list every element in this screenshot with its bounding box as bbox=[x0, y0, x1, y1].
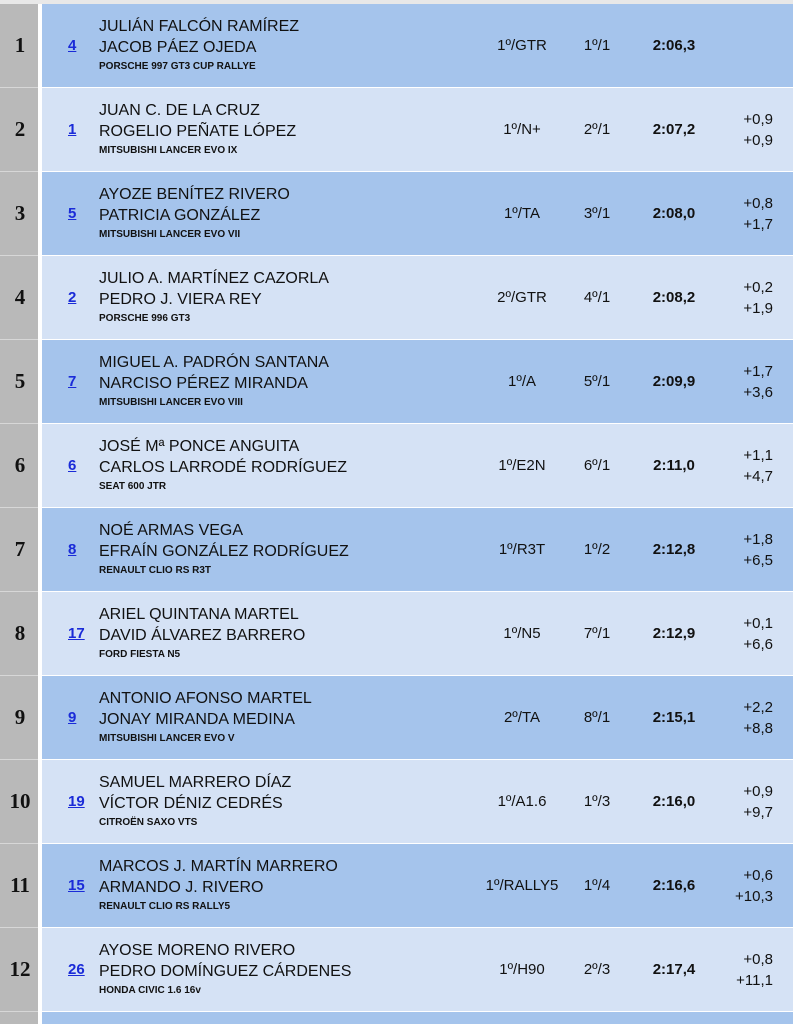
position-number: 6 bbox=[14, 453, 26, 477]
result-cell bbox=[42, 88, 793, 172]
crew-block bbox=[99, 520, 349, 577]
stage-time: 2:09,9 bbox=[652, 373, 696, 390]
driver-name: AYOZE BENÍTEZ RIVERO bbox=[99, 186, 290, 203]
crew-block bbox=[99, 436, 347, 493]
time-differences bbox=[736, 928, 773, 1011]
diff-previous: +0,9 bbox=[743, 110, 773, 128]
position-cell bbox=[0, 508, 38, 592]
codriver-name: PEDRO J. VIERA REY bbox=[99, 291, 262, 308]
diff-leader: +4,7 bbox=[743, 467, 773, 485]
result-cell bbox=[42, 256, 793, 340]
class-position: 1º/TA bbox=[503, 205, 541, 222]
diff-previous: +0,1 bbox=[743, 614, 773, 632]
position-cell bbox=[0, 172, 38, 256]
diff-leader: +6,6 bbox=[743, 635, 773, 653]
codriver-name: ARMANDO J. RIVERO bbox=[99, 879, 264, 896]
time-differences bbox=[743, 592, 773, 675]
car-model: PORSCHE 996 GT3 bbox=[99, 313, 191, 324]
car-model: FORD FIESTA N5 bbox=[99, 649, 181, 660]
group-position: 5º/1 bbox=[583, 373, 611, 390]
diff-previous: +0,6 bbox=[743, 866, 773, 884]
position-cell bbox=[0, 4, 38, 88]
diff-leader: +3,6 bbox=[743, 383, 773, 401]
diff-previous: +1,1 bbox=[743, 446, 773, 464]
dorsal-link[interactable]: 6 bbox=[68, 457, 77, 474]
dorsal-link[interactable]: 7 bbox=[68, 373, 77, 390]
group-position: 3º/1 bbox=[583, 205, 611, 222]
class-position: 1º/H90 bbox=[499, 961, 545, 978]
diff-leader: +8,8 bbox=[743, 719, 773, 737]
group-position: 2º/1 bbox=[583, 121, 611, 138]
result-cell bbox=[42, 508, 793, 592]
time-differences bbox=[743, 424, 773, 507]
codriver-name: VÍCTOR DÉNIZ CEDRÉS bbox=[99, 795, 283, 812]
diff-previous: +0,2 bbox=[743, 278, 773, 296]
class-position: 1º/A bbox=[508, 373, 536, 390]
result-cell bbox=[42, 1012, 793, 1024]
position-number: 4 bbox=[14, 285, 26, 309]
dorsal-link[interactable]: 5 bbox=[68, 205, 77, 222]
codriver-name: JACOB PÁEZ OJEDA bbox=[99, 39, 257, 56]
position-cell bbox=[0, 928, 38, 1012]
driver-name: SAMUEL MARRERO DÍAZ bbox=[99, 774, 292, 791]
result-cell bbox=[42, 172, 793, 256]
position-cell bbox=[0, 88, 38, 172]
driver-name: JUAN C. DE LA CRUZ bbox=[99, 102, 260, 119]
result-cell bbox=[42, 844, 793, 928]
group-position: 1º/1 bbox=[583, 37, 611, 54]
diff-previous: +1,8 bbox=[743, 530, 773, 548]
position-cell bbox=[0, 760, 38, 844]
time-differences bbox=[743, 760, 773, 843]
class-position: 2º/TA bbox=[503, 709, 541, 726]
driver-name: ANTONIO AFONSO MARTEL bbox=[99, 690, 312, 707]
driver-name: JULIÁN FALCÓN RAMÍREZ bbox=[99, 18, 300, 35]
dorsal-link[interactable]: 26 bbox=[68, 961, 85, 978]
crew-block bbox=[99, 100, 296, 157]
stage-time: 2:11,0 bbox=[653, 457, 695, 474]
class-position: 1º/E2N bbox=[498, 457, 546, 474]
result-row bbox=[0, 844, 793, 928]
dorsal-link[interactable]: 9 bbox=[68, 709, 77, 726]
diff-leader: +9,7 bbox=[743, 803, 773, 821]
position-cell bbox=[0, 592, 38, 676]
class-position: 1º/N5 bbox=[503, 625, 541, 642]
group-position: 7º/1 bbox=[583, 625, 611, 642]
codriver-name: CARLOS LARRODÉ RODRÍGUEZ bbox=[99, 459, 348, 476]
car-model: RENAULT CLIO RS RALLY5 bbox=[99, 901, 231, 912]
codriver-name: PEDRO DOMÍNGUEZ CÁRDENES bbox=[99, 963, 352, 980]
result-row bbox=[0, 592, 793, 676]
position-number: 5 bbox=[14, 369, 26, 393]
position-cell bbox=[0, 424, 38, 508]
position-number: 11 bbox=[10, 873, 30, 897]
car-model: PORSCHE 997 GT3 CUP RALLYE bbox=[99, 61, 256, 72]
position-number: 1 bbox=[14, 33, 26, 57]
result-row bbox=[0, 760, 793, 844]
car-model: CITROËN SAXO VTS bbox=[99, 817, 198, 828]
result-cell bbox=[42, 424, 793, 508]
position-cell bbox=[0, 340, 38, 424]
time-differences bbox=[743, 88, 773, 171]
result-cell bbox=[42, 340, 793, 424]
car-model: RENAULT CLIO RS R3T bbox=[99, 565, 212, 576]
crew-block bbox=[99, 856, 338, 913]
result-row bbox=[0, 340, 793, 424]
codriver-name: JONAY MIRANDA MEDINA bbox=[99, 711, 295, 728]
position-number: 3 bbox=[14, 201, 26, 225]
group-position: 8º/1 bbox=[583, 709, 611, 726]
crew-block bbox=[99, 16, 299, 73]
crew-block bbox=[99, 940, 351, 997]
driver-name: JULIO A. MARTÍNEZ CAZORLA bbox=[99, 270, 329, 287]
driver-name: ARIEL QUINTANA MARTEL bbox=[99, 606, 299, 623]
position-number: 9 bbox=[14, 705, 26, 729]
diff-previous: +0,9 bbox=[743, 782, 773, 800]
driver-name: MIGUEL A. PADRÓN SANTANA bbox=[99, 354, 329, 371]
position-cell bbox=[0, 844, 38, 928]
crew-block bbox=[99, 688, 312, 745]
time-differences bbox=[743, 172, 773, 255]
result-cell bbox=[42, 676, 793, 760]
result-row bbox=[0, 928, 793, 1012]
dorsal-link[interactable]: 19 bbox=[68, 793, 85, 810]
class-position: 1º/N+ bbox=[503, 121, 541, 138]
dorsal-link[interactable]: 8 bbox=[68, 541, 77, 558]
position-number: 10 bbox=[9, 789, 31, 813]
codriver-name: ROGELIO PEÑATE LÓPEZ bbox=[99, 123, 297, 140]
dorsal-link[interactable]: 4 bbox=[68, 37, 77, 54]
result-row bbox=[0, 256, 793, 340]
diff-leader: +0,9 bbox=[743, 131, 773, 149]
diff-leader: +1,9 bbox=[743, 299, 773, 317]
class-position: 1º/R3T bbox=[498, 541, 546, 558]
result-row bbox=[0, 172, 793, 256]
group-position: 1º/2 bbox=[583, 541, 611, 558]
stage-time: 2:15,1 bbox=[652, 709, 696, 726]
crew-block bbox=[99, 604, 305, 661]
stage-time: 2:07,2 bbox=[652, 121, 696, 138]
result-cell bbox=[42, 4, 793, 88]
result-row-partial bbox=[0, 1012, 793, 1024]
stage-time: 2:12,8 bbox=[652, 541, 696, 558]
crew-block bbox=[99, 772, 291, 829]
car-model: HONDA CIVIC 1.6 16v bbox=[99, 985, 201, 996]
diff-previous: +0,8 bbox=[743, 194, 773, 212]
car-model: MITSUBISHI LANCER EVO VII bbox=[99, 229, 241, 240]
position-number: 7 bbox=[14, 537, 26, 561]
time-differences bbox=[743, 676, 773, 759]
driver-name: AYOSE MORENO RIVERO bbox=[99, 942, 296, 959]
class-position: 1º/GTR bbox=[497, 37, 547, 54]
crew-block bbox=[99, 268, 329, 325]
time-differences bbox=[743, 256, 773, 339]
class-position: 1º/RALLY5 bbox=[485, 877, 559, 894]
result-row bbox=[0, 88, 793, 172]
diff-previous: +2,2 bbox=[743, 698, 773, 716]
stage-time: 2:08,0 bbox=[652, 205, 696, 222]
diff-previous: +1,7 bbox=[743, 362, 773, 380]
driver-name: JOSÉ Mª PONCE ANGUITA bbox=[99, 438, 300, 455]
result-cell bbox=[42, 928, 793, 1012]
diff-leader: +10,3 bbox=[735, 887, 773, 905]
class-position: 2º/GTR bbox=[497, 289, 547, 306]
result-row bbox=[0, 508, 793, 592]
codriver-name: PATRICIA GONZÁLEZ bbox=[99, 207, 261, 224]
driver-name: NOÉ ARMAS VEGA bbox=[99, 522, 244, 539]
group-position: 6º/1 bbox=[583, 457, 611, 474]
stage-time: 2:12,9 bbox=[652, 625, 696, 642]
codriver-name: DAVID ÁLVAREZ BARRERO bbox=[99, 627, 306, 644]
group-position: 1º/3 bbox=[583, 793, 611, 810]
result-cell bbox=[42, 760, 793, 844]
crew-block bbox=[99, 184, 290, 241]
car-model: SEAT 600 JTR bbox=[99, 481, 167, 492]
car-model: MITSUBISHI LANCER EVO IX bbox=[99, 145, 238, 156]
dorsal-link[interactable]: 17 bbox=[68, 625, 85, 642]
result-row bbox=[0, 424, 793, 508]
group-position: 1º/4 bbox=[583, 877, 611, 894]
result-row bbox=[0, 4, 793, 88]
position-number: 12 bbox=[9, 957, 31, 981]
stage-time: 2:08,2 bbox=[652, 289, 696, 306]
stage-time: 2:06,3 bbox=[652, 37, 696, 54]
result-row bbox=[0, 676, 793, 760]
class-position: 1º/A1.6 bbox=[497, 793, 547, 810]
dorsal-link[interactable]: 2 bbox=[68, 289, 77, 306]
diff-leader: +11,1 bbox=[736, 971, 773, 989]
position-cell bbox=[0, 676, 38, 760]
result-cell bbox=[42, 592, 793, 676]
dorsal-link[interactable]: 15 bbox=[68, 877, 85, 894]
group-position: 2º/3 bbox=[583, 961, 611, 978]
stage-time: 2:16,0 bbox=[652, 793, 696, 810]
stage-time: 2:17,4 bbox=[652, 961, 696, 978]
driver-name: MARCOS J. MARTÍN MARRERO bbox=[99, 858, 338, 875]
diff-leader: +6,5 bbox=[743, 551, 773, 569]
position-number: 2 bbox=[14, 117, 26, 141]
position-cell bbox=[0, 256, 38, 340]
group-position: 4º/1 bbox=[583, 289, 611, 306]
codriver-name: NARCISO PÉREZ MIRANDA bbox=[99, 375, 308, 392]
position-cell bbox=[0, 1012, 38, 1024]
codriver-name: EFRAÍN GONZÁLEZ RODRÍGUEZ bbox=[99, 543, 349, 560]
time-differences bbox=[743, 508, 773, 591]
diff-leader: +1,7 bbox=[743, 215, 773, 233]
time-differences bbox=[735, 844, 773, 927]
stage-time: 2:16,6 bbox=[652, 877, 696, 894]
car-model: MITSUBISHI LANCER EVO V bbox=[99, 733, 235, 744]
crew-block bbox=[99, 352, 329, 409]
position-number: 8 bbox=[14, 621, 26, 645]
diff-previous: +0,8 bbox=[743, 950, 773, 968]
dorsal-link[interactable]: 1 bbox=[68, 121, 77, 138]
time-differences bbox=[743, 340, 773, 423]
car-model: MITSUBISHI LANCER EVO VIII bbox=[99, 397, 243, 408]
